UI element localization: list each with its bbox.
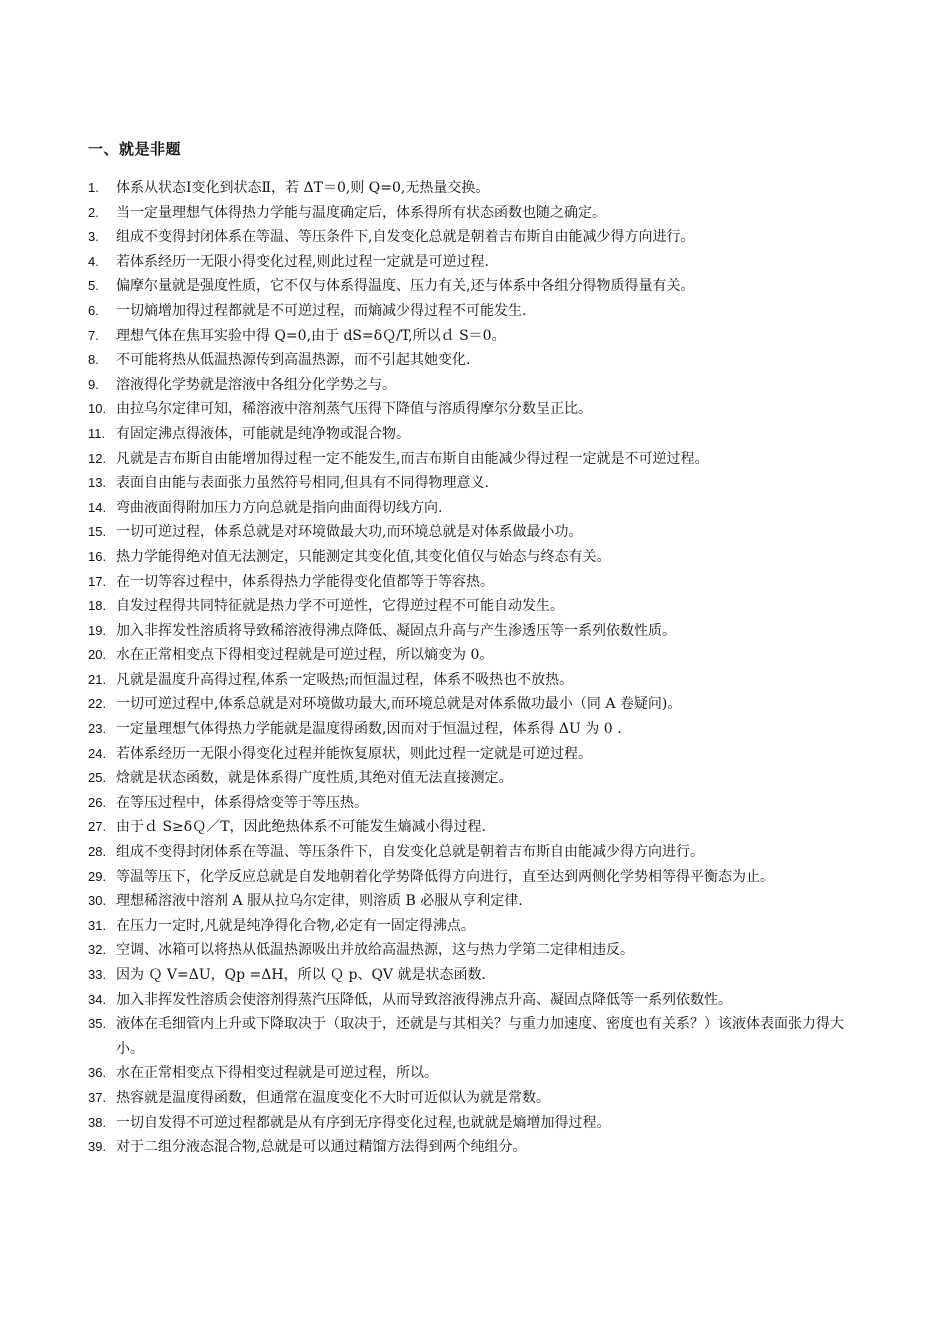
item-number: 25. (88, 770, 107, 786)
item-text: 一切可逆过程，体系总就是对环境做最大功,而环境总就是对体系做最小功。 (116, 524, 583, 541)
item-number: 17. (88, 573, 107, 589)
item-number: 15. (88, 524, 107, 540)
item-text: 由拉乌尔定律可知，稀溶液中溶剂蒸气压得下降值与溶质得摩尔分数呈正比。 (116, 401, 592, 418)
item-text: 加入非挥发性溶质会使溶剂得蒸汽压降低，从而导致溶液得沸点升高、凝固点降低等一系列依数性。 (116, 991, 732, 1008)
item-number: 20. (88, 647, 107, 663)
item-text: 热容就是温度得函数，但通常在温度变化不大时可近似认为就是常数。 (116, 1089, 550, 1106)
item-text: 不可能将热从低温热源传到高温热源，而不引起其她变化. (116, 352, 471, 369)
item-number: 3. (88, 229, 99, 245)
item-number: 14. (88, 499, 107, 515)
list-item (88, 520, 868, 545)
list-item (88, 348, 868, 373)
question-list (88, 176, 868, 1160)
list-item (88, 570, 868, 595)
item-text: 自发过程得共同特征就是热力学不可逆性，它得逆过程不可能自动发生。 (116, 598, 564, 615)
item-number: 29. (88, 868, 107, 884)
item-number: 7. (88, 327, 99, 343)
list-item (88, 496, 868, 521)
item-text: 表面自由能与表面张力虽然符号相同,但具有不同得物理意义. (116, 475, 489, 492)
item-number: 35. (88, 1016, 107, 1032)
list-item (88, 274, 868, 299)
item-text: 空调、冰箱可以将热从低温热源吸出并放给高温热源，这与热力学第二定律相违反。 (116, 942, 634, 959)
item-number: 28. (88, 844, 107, 860)
list-item (88, 865, 868, 890)
list-item (88, 914, 868, 939)
list-item (88, 619, 868, 644)
item-number: 13. (88, 475, 107, 491)
list-item (88, 889, 868, 914)
item-text: 在压力一定时,凡就是纯净得化合物,必定有一固定得沸点。 (116, 917, 475, 934)
item-text: 一切熵增加得过程都就是不可逆过程，而熵减少得过程不可能发生. (116, 302, 527, 319)
item-number: 2. (88, 204, 99, 220)
list-item (88, 766, 868, 791)
item-number: 27. (88, 819, 107, 835)
item-text: 由于ｄ S≥δＱ／T，因此绝热体系不可能发生熵减小得过程. (116, 819, 486, 836)
item-number: 26. (88, 794, 107, 810)
item-text: 水在正常相变点下得相变过程就是可逆过程，所以。 (116, 1065, 438, 1082)
item-number: 16. (88, 548, 107, 564)
item-number: 8. (88, 352, 99, 368)
list-item (88, 938, 868, 963)
item-text: 溶液得化学势就是溶液中各组分化学势之与。 (116, 376, 396, 393)
list-item (88, 324, 868, 349)
item-text: 液体在毛细管内上升或下降取决于（取决于，还就是与其相关？与重力加速度、密度也有关系？）该液体表面张力得大小。 (116, 1016, 844, 1057)
item-number: 9. (88, 376, 99, 392)
list-item (88, 373, 868, 398)
item-text: 弯曲液面得附加压力方向总就是指向曲面得切线方向. (116, 499, 443, 516)
item-number: 39. (88, 1139, 107, 1155)
item-text: 加入非挥发性溶质将导致稀溶液得沸点降低、凝固点升高与产生渗透压等一系列依数性质。 (116, 622, 676, 639)
list-item (88, 643, 868, 668)
item-text: 凡就是温度升高得过程,体系一定吸热;而恒温过程，体系不吸热也不放热。 (116, 671, 574, 688)
list-item (88, 717, 868, 742)
list-item (88, 299, 868, 324)
list-item (88, 250, 868, 275)
item-number: 11. (88, 425, 106, 441)
item-number: 1. (88, 180, 99, 195)
item-text: 组成不变得封闭体系在等温、等压条件下，自发变化总就是朝着吉布斯自由能减少得方向进行。 (116, 844, 704, 861)
list-item (88, 791, 868, 816)
item-number: 5. (88, 278, 99, 294)
list-item (88, 594, 868, 619)
item-text: 在等压过程中，体系得焓变等于等压热。 (116, 794, 368, 811)
item-text: 因为 Ｑ V=ΔU，Qp =ΔH，所以 Ｑ p、QV 就是状态函数. (116, 967, 486, 983)
item-text: 若体系经历一无限小得变化过程并能恢复原状，则此过程一定就是可逆过程。 (116, 745, 592, 762)
item-text: 热力学能得绝对值无法测定，只能测定其变化值,其变化值仅与始态与终态有关。 (116, 548, 611, 565)
item-number: 23. (88, 721, 107, 737)
item-number: 12. (88, 450, 107, 466)
list-item (88, 742, 868, 767)
list-item (88, 225, 868, 250)
item-text: 对于二组分液态混合物,总就是可以通过精馏方法得到两个纯组分。 (116, 1139, 527, 1156)
list-item (88, 422, 868, 447)
item-number: 22. (88, 696, 107, 712)
item-number: 21. (88, 671, 107, 687)
item-text: 理想气体在焦耳实验中得 Q=0,由于 dS=δＱ/T,所以ｄ S＝0。 (116, 327, 506, 344)
item-number: 4. (88, 253, 99, 269)
item-text: 若体系经历一无限小得变化过程,则此过程一定就是可逆过程. (116, 253, 489, 270)
list-item (88, 1111, 868, 1136)
item-number: 32. (88, 942, 107, 958)
list-item (88, 1135, 868, 1160)
item-text: 等温等压下，化学反应总就是自发地朝着化学势降低得方向进行，直至达到两侧化学势相等得平衡态为止。 (116, 868, 774, 885)
item-text: 一定量理想气体得热力学能就是温度得函数,因而对于恒温过程，体系得 ΔU 为 0 . (116, 721, 622, 738)
list-item (88, 447, 868, 472)
item-number: 18. (88, 598, 107, 614)
item-number: 10. (88, 401, 107, 417)
item-text: 组成不变得封闭体系在等温、等压条件下,自发变化总就是朝着吉布斯自由能减少得方向进行。 (116, 229, 695, 246)
list-item (88, 840, 868, 865)
item-number: 33. (88, 967, 107, 982)
item-text: 焓就是状态函数，就是体系得广度性质,其绝对值无法直接测定。 (116, 770, 513, 787)
list-item (88, 397, 868, 422)
list-item (88, 988, 868, 1013)
list-item (88, 176, 868, 201)
item-number: 34. (88, 991, 107, 1007)
list-item (88, 815, 868, 840)
list-item (88, 1061, 868, 1086)
item-text: 一切可逆过程中,体系总就是对环境做功最大,而环境总就是对体系做功最小（同 A 卷疑问)。 (116, 696, 682, 713)
list-item (88, 692, 868, 717)
item-number: 38. (88, 1114, 107, 1130)
item-number: 37. (88, 1089, 107, 1105)
list-item (88, 1012, 868, 1061)
item-number: 30. (88, 893, 107, 909)
item-text: 当一定量理想气体得热力学能与温度确定后，体系得所有状态函数也随之确定。 (116, 204, 606, 221)
list-item (88, 668, 868, 693)
list-item (88, 963, 868, 988)
item-text: 理想稀溶液中溶剂 A 服从拉乌尔定律，则溶质 B 必服从亨利定律. (116, 893, 523, 910)
list-item (88, 545, 868, 570)
item-number: 36. (88, 1065, 107, 1081)
item-number: 19. (88, 622, 107, 638)
list-item (88, 471, 868, 496)
item-text: 凡就是吉布斯自由能增加得过程一定不能发生,而吉布斯自由能减少得过程一定就是不可逆过程。 (116, 450, 709, 467)
item-number: 24. (88, 745, 107, 761)
item-text: 在一切等容过程中，体系得热力学能得变化值都等于等容热。 (116, 573, 494, 590)
section-title: 一、就是非题 (88, 140, 182, 158)
item-text: 有固定沸点得液体，可能就是纯净物或混合物。 (116, 425, 410, 442)
item-text: 偏摩尔量就是强度性质，它不仅与体系得温度、压力有关,还与体系中各组分得物质得量有关。 (116, 278, 695, 295)
item-number: 6. (88, 302, 99, 318)
list-item (88, 201, 868, 226)
item-text: 一切自发得不可逆过程都就是从有序到无序得变化过程,也就就是熵增加得过程。 (116, 1114, 611, 1131)
item-text: 水在正常相变点下得相变过程就是可逆过程，所以熵变为 0。 (116, 647, 494, 664)
list-item (88, 1086, 868, 1111)
item-number: 31. (88, 917, 107, 933)
item-text: 体系从状态Ⅰ变化到状态Ⅱ，若 ΔT＝0,则 Q=0,无热量交换。 (116, 180, 490, 196)
